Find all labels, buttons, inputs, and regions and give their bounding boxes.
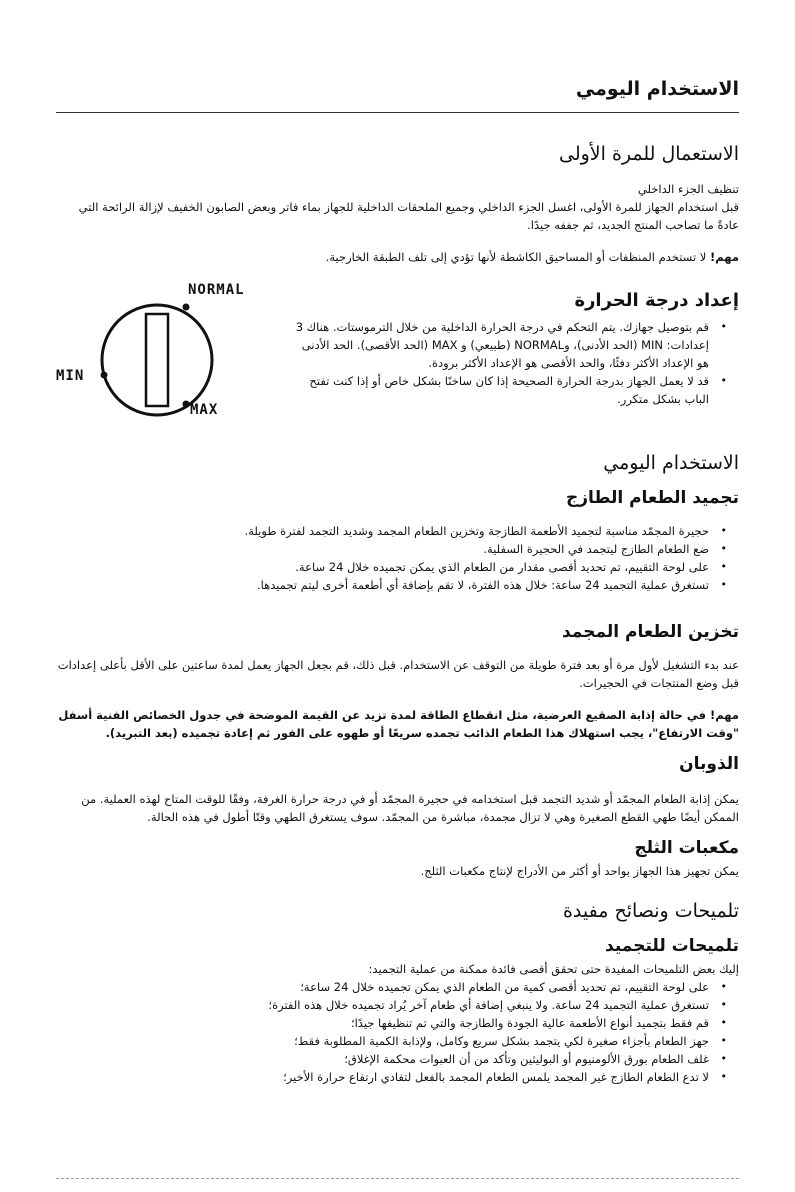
tips-heading: تلميحات ونصائح مفيدة <box>562 900 739 922</box>
freezing-heading: تجميد الطعام الطازج <box>565 488 739 508</box>
page-title: الاستخدام اليومي <box>575 78 739 100</box>
title-divider <box>56 112 739 113</box>
freezing-list <box>139 522 739 594</box>
temperature-list <box>294 318 739 408</box>
tip-item-1: • على لوحة التقييم، تم تحديد أقصى كمية من الطعام الذي يمكن تجميده خلال 24 ساعة؛ <box>139 978 725 996</box>
thaw-paragraph: يمكن إذابة الطعام المجمّد أو شديد التجمد قبل استخدامه في حجيرة المجمّد أو في درجة حرارة الغرفة، وفقًا للوقت المتاح لهذه العملية. من الممكن أيضًا طهي القطع الصغيرة وهي لا تزال مجمدة، مباشرة من المجمّد. سوف يستغرق الطهي وقتًا أطول في هذه الحالة. <box>81 792 739 824</box>
tip-item-6: • لا تدع الطعام الطازج غير المجمد يلمس الطعام المجمد بالفعل لتفادي ارتفاع حرارة الأخير؛ <box>139 1068 725 1086</box>
important-text: لا تستخدم المنظفات أو المساحيق الكاشطة لأنها تؤدي إلى تلف الطبقة الخارجية. <box>325 250 711 264</box>
freezing-tips-heading: تلميحات للتجميد <box>605 936 739 956</box>
temperature-heading: إعداد درجة الحرارة <box>574 290 739 311</box>
ice-paragraph: يمكن تجهيز هذا الجهاز بواحد أو أكثر من الأدراج لإنتاج مكعبات الثلج. <box>420 864 739 878</box>
ice-heading: مكعبات الثلج <box>634 838 739 858</box>
storage-heading: تخزين الطعام المجمد <box>561 622 739 642</box>
tips-intro: إليك بعض التلميحات المفيدة حتى تحقق أقصى فائدة ممكنة من عملية التجميد: <box>368 962 739 976</box>
first-use-heading: الاستعمال للمرة الأولى <box>558 143 739 165</box>
dial-label-max: MAX <box>190 402 219 418</box>
daily-use-heading: الاستخدام اليومي <box>603 452 739 474</box>
thaw-heading: الذوبان <box>679 754 739 774</box>
storage-paragraph: عند بدء التشغيل لأول مرة أو بعد فترة طويلة من التوقف عن الاستخدام. قبل ذلك، قم بجعل الجهاز يعمل لمدة ساعتين على الأقل بأعلى إعدادات قبل وضع المنتجات في الحجيرات. <box>57 658 739 690</box>
important-label: مهم! <box>710 250 739 264</box>
freezing-item-3: • على لوحة التقييم، تم تحديد أقصى مقدار من الطعام الذي يمكن تجميده خلال 24 ساعة. <box>139 558 725 576</box>
cleaning-paragraph: قبل استخدام الجهاز للمرة الأولى، اغسل الجزء الداخلي وجميع الملحقات الداخلية للجهاز بماء فاتر وبعض الصابون الخفيف لإزالة الرائحة التي عادةً ما تصاحب المنتج الجديد، ثم جففه جيدًا. <box>78 200 739 232</box>
tip-item-4: • جهز الطعام بأجزاء صغيرة لكي يتجمد بشكل سريع وكامل، ولإذابة الكمية المطلوبة فقط؛ <box>139 1032 725 1050</box>
thermostat-dial-icon <box>60 280 260 430</box>
temperature-item-1: • قم بتوصيل جهازك. يتم التحكم في درجة الحرارة الداخلية من خلال الترموستات. هناك 3 إعدادات: MIN (الحد الأدنى)، وNORMAL (طبيعي) و MAX (الحد الأقصى). الحد الأدنى هو الإعداد الأكثر دفئًا، والحد الأقصى هو الإعداد الأكثر برودة. <box>294 318 725 372</box>
dial-label-min: MIN <box>56 368 85 384</box>
tip-item-2: • تستغرق عملية التجميد 24 ساعة. ولا ينبغي إضافة أي طعام آخر يُراد تجميده خلال هذه الفترة؛ <box>139 996 725 1014</box>
tip-item-3: • قم فقط بتجميد أنواع الأطعمة عالية الجودة والطازجة والتي تم تنظيفها جيدًا؛ <box>139 1014 725 1032</box>
freezing-item-1: • حجيرة المجمّد مناسبة لتجميد الأطعمة الطازجة وتخزين الطعام المجمد وشديد التجمد لفترة طويلة. <box>139 522 725 540</box>
freezing-item-4: • تستغرق عملية التجميد 24 ساعة: خلال هذه الفترة، لا تقم بإضافة أي أطعمة أخرى ليتم تجميدها. <box>139 576 725 594</box>
cleaning-subtitle: تنظيف الجزء الداخلي <box>637 182 739 196</box>
storage-important: مهم! في حالة إذابة الصقيع العرضية، مثل انقطاع الطاقة لمدة تزيد عن القيمة الموضحة في جدول الخصائص الفنية أسفل "وقت الارتفاع"، يجب استهلاك هذا الطعام الذائب تجمده سريعًا أو طهوه على الفور ثم إعادة تجميده (بعد التبريد). <box>58 708 739 740</box>
first-use-important <box>56 248 739 266</box>
thermostat-dial-diagram <box>56 280 260 430</box>
tip-item-5: • غلف الطعام بورق الألومنيوم أو البوليثين وتأكد من أن العبوات محكمة الإغلاق؛ <box>139 1050 725 1068</box>
tips-list <box>139 978 739 1086</box>
freezing-item-2: • ضع الطعام الطازج ليتجمد في الحجيرة السفلية. <box>139 540 725 558</box>
dial-label-normal: NORMAL <box>188 282 245 298</box>
bottom-divider <box>56 1178 739 1179</box>
temperature-item-2: • قد لا يعمل الجهاز بدرجة الحرارة الصحيحة إذا كان ساخنًا بشكل خاص أو إذا كنت تفتح الباب بشكل متكرر. <box>294 372 725 408</box>
